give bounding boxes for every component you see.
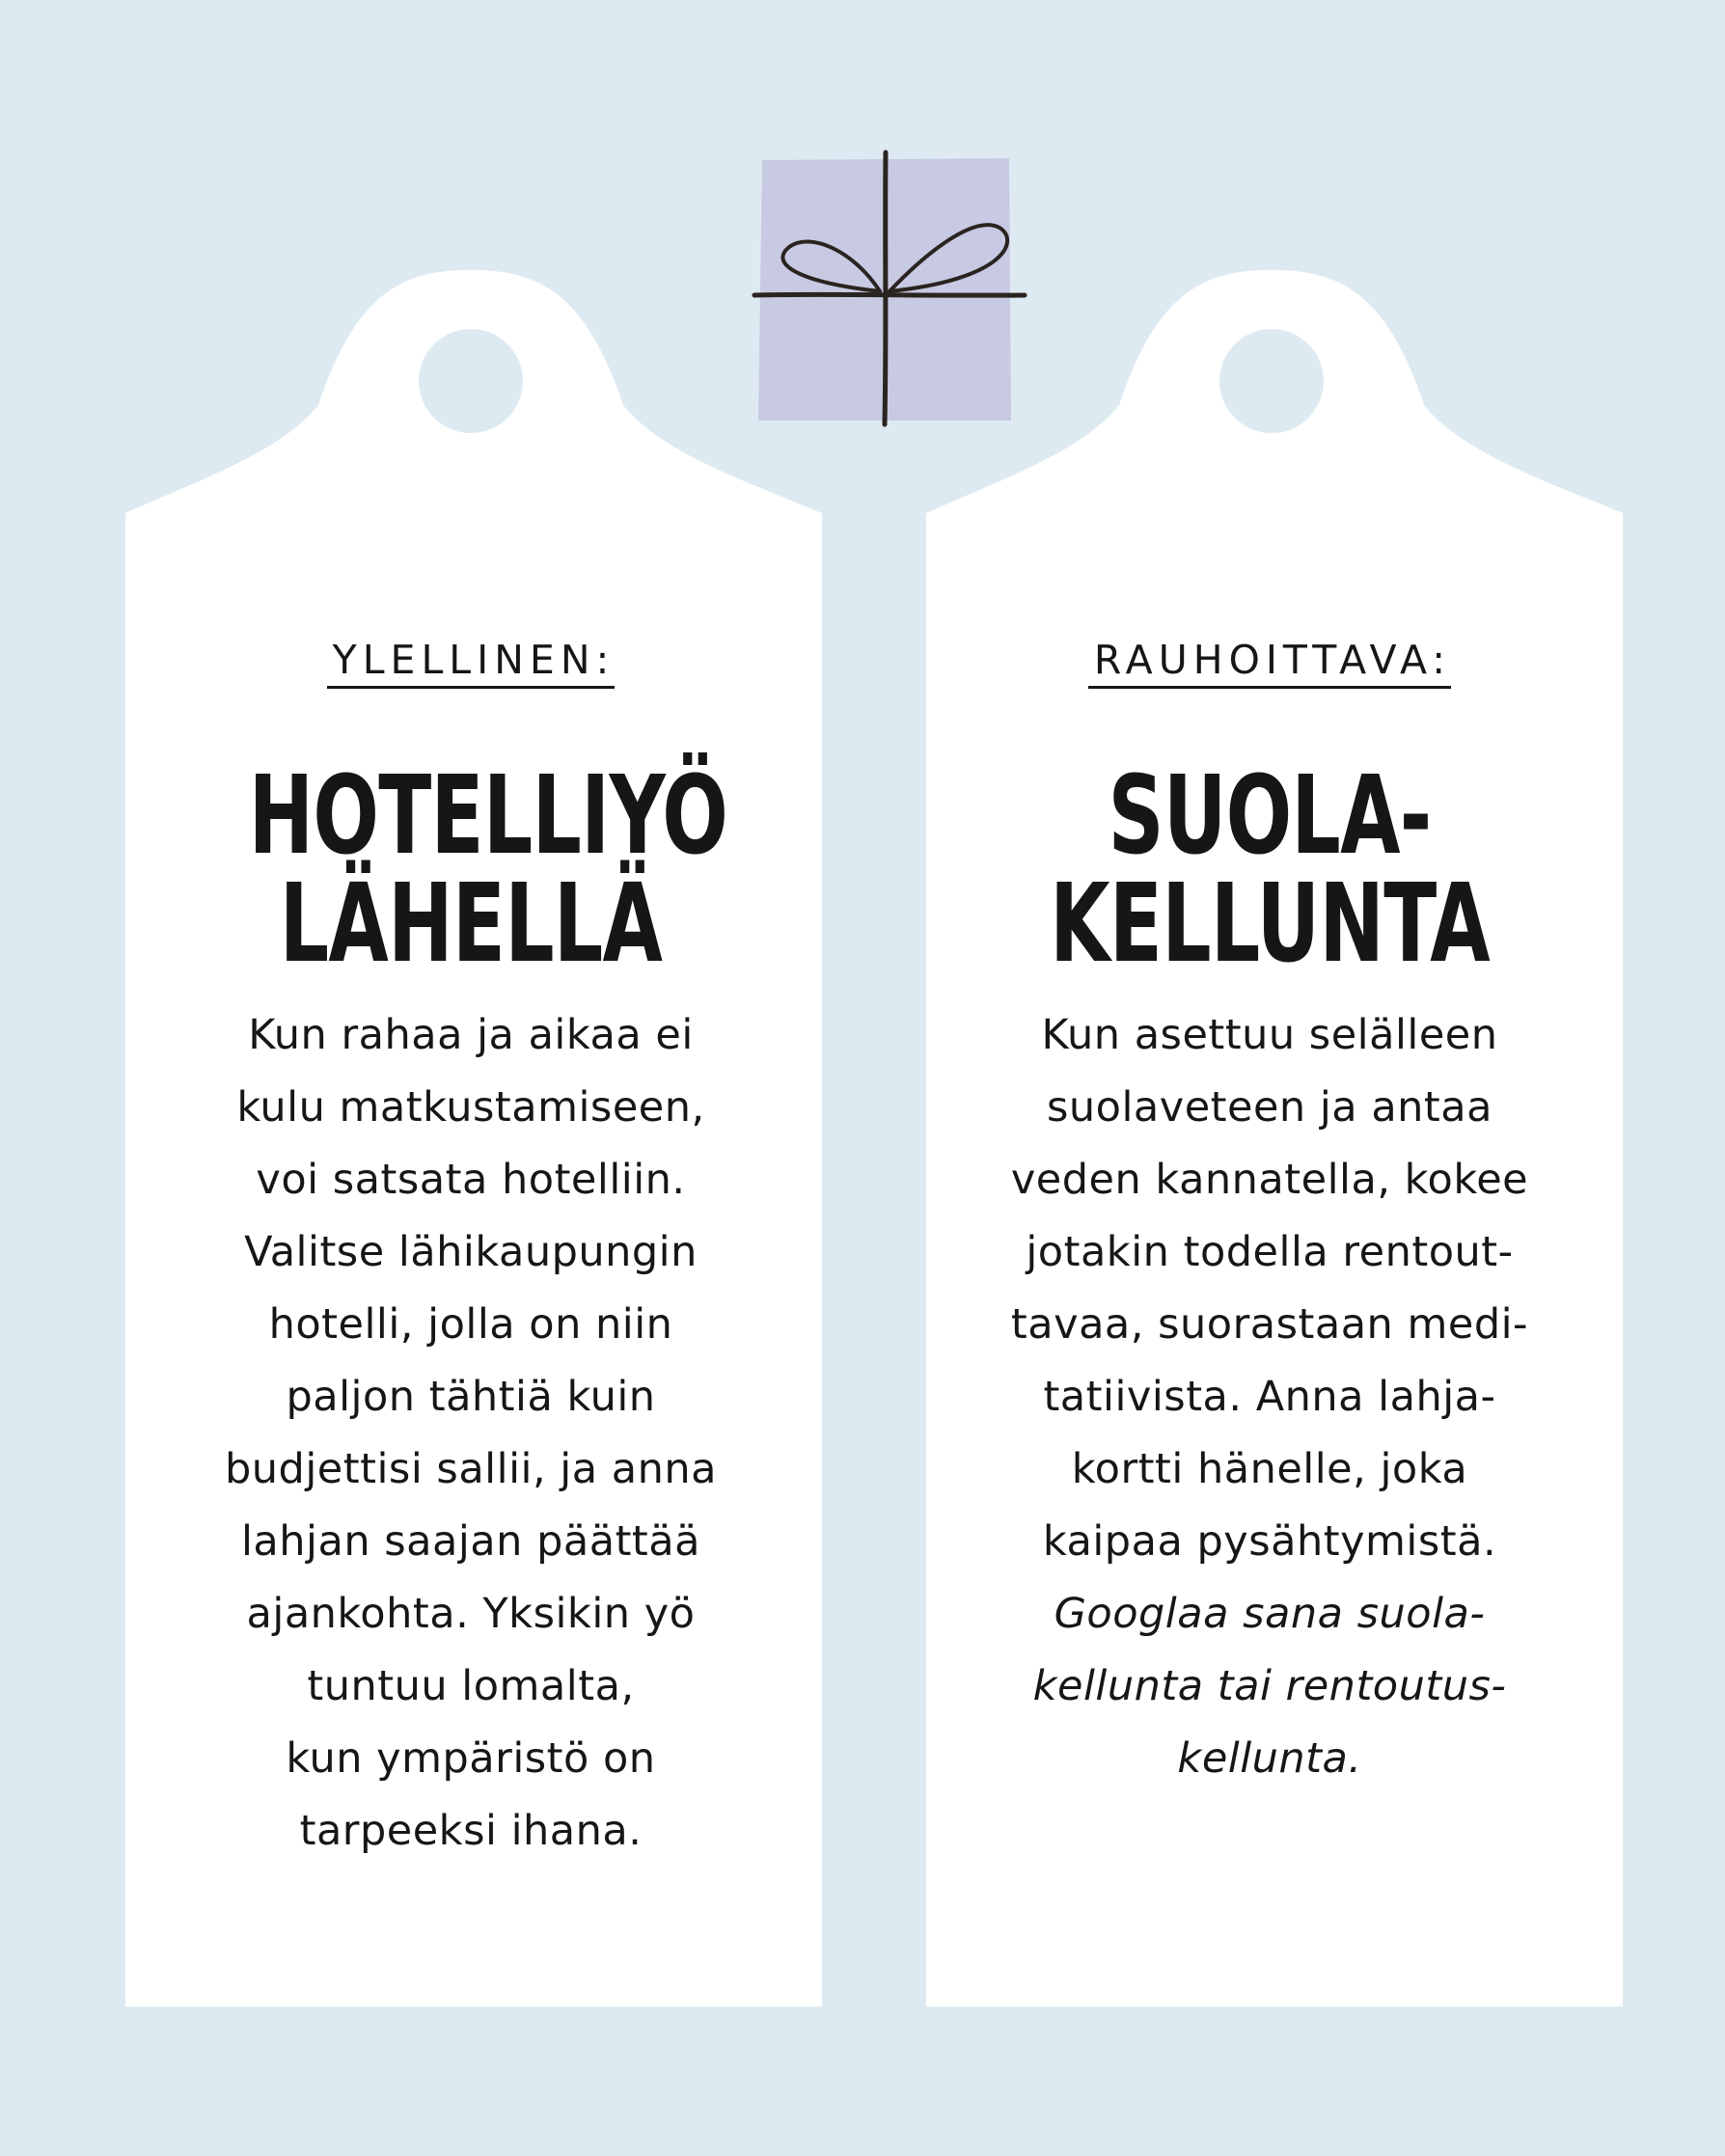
body-line: kaipaa pysähtymistä. bbox=[1042, 1517, 1497, 1566]
body-line-italic: kellunta tai rentoutus- bbox=[1032, 1662, 1507, 1710]
tag-hole-left bbox=[419, 329, 523, 433]
body-line-italic: Googlaa sana suola- bbox=[1054, 1590, 1486, 1638]
tag-body-text bbox=[942, 999, 1598, 1795]
body-line: tatiivista. Anna lahja- bbox=[1043, 1373, 1496, 1421]
body-line: Valitse lähikaupungin bbox=[244, 1228, 698, 1276]
body-line: tarpeeksi ihana. bbox=[299, 1807, 643, 1855]
body-line: veden kannatella, kokee bbox=[1010, 1156, 1529, 1204]
body-line: tuntuu lomalta, bbox=[307, 1662, 635, 1710]
body-line: lahjan saajan päättää bbox=[240, 1517, 700, 1566]
body-line: jotakin todella rentout- bbox=[1026, 1228, 1514, 1276]
tag-hole-right bbox=[1219, 329, 1324, 433]
heading-line: SUOLA- bbox=[1108, 753, 1432, 879]
tag-label: RAUHOITTAVA: bbox=[1088, 641, 1451, 689]
body-line: hotelli, jolla on niin bbox=[268, 1300, 673, 1349]
tag-label: YLELLINEN: bbox=[327, 641, 616, 689]
gift-box-icon bbox=[754, 152, 1025, 424]
body-line-italic: kellunta. bbox=[1177, 1734, 1362, 1783]
body-line: suolaveteen ja antaa bbox=[1047, 1083, 1492, 1132]
body-line: kun ympäristö on bbox=[286, 1734, 656, 1783]
body-line: Kun rahaa ja aikaa ei bbox=[248, 1011, 694, 1059]
body-line: Kun asettuu selälleen bbox=[1041, 1011, 1498, 1059]
body-line: tavaa, suorastaan medi- bbox=[1010, 1300, 1529, 1349]
body-line: kortti hänelle, joka bbox=[1071, 1445, 1468, 1493]
heading-line: KELLUNTA bbox=[1050, 861, 1490, 987]
body-line: ajankohta. Yksikin yö bbox=[246, 1590, 696, 1638]
body-line: voi satsata hotelliin. bbox=[256, 1156, 686, 1204]
tag-body-text bbox=[143, 999, 799, 1868]
heading-line: HOTELLIYÖ bbox=[248, 753, 728, 879]
heading-line: LÄHELLÄ bbox=[279, 861, 663, 987]
body-line: kulu matkustamiseen, bbox=[236, 1083, 705, 1132]
tag-heading bbox=[248, 753, 728, 987]
tag-heading bbox=[1048, 753, 1492, 987]
body-line: budjettisi sallii, ja anna bbox=[225, 1445, 717, 1493]
body-line: paljon tähtiä kuin bbox=[286, 1373, 656, 1421]
